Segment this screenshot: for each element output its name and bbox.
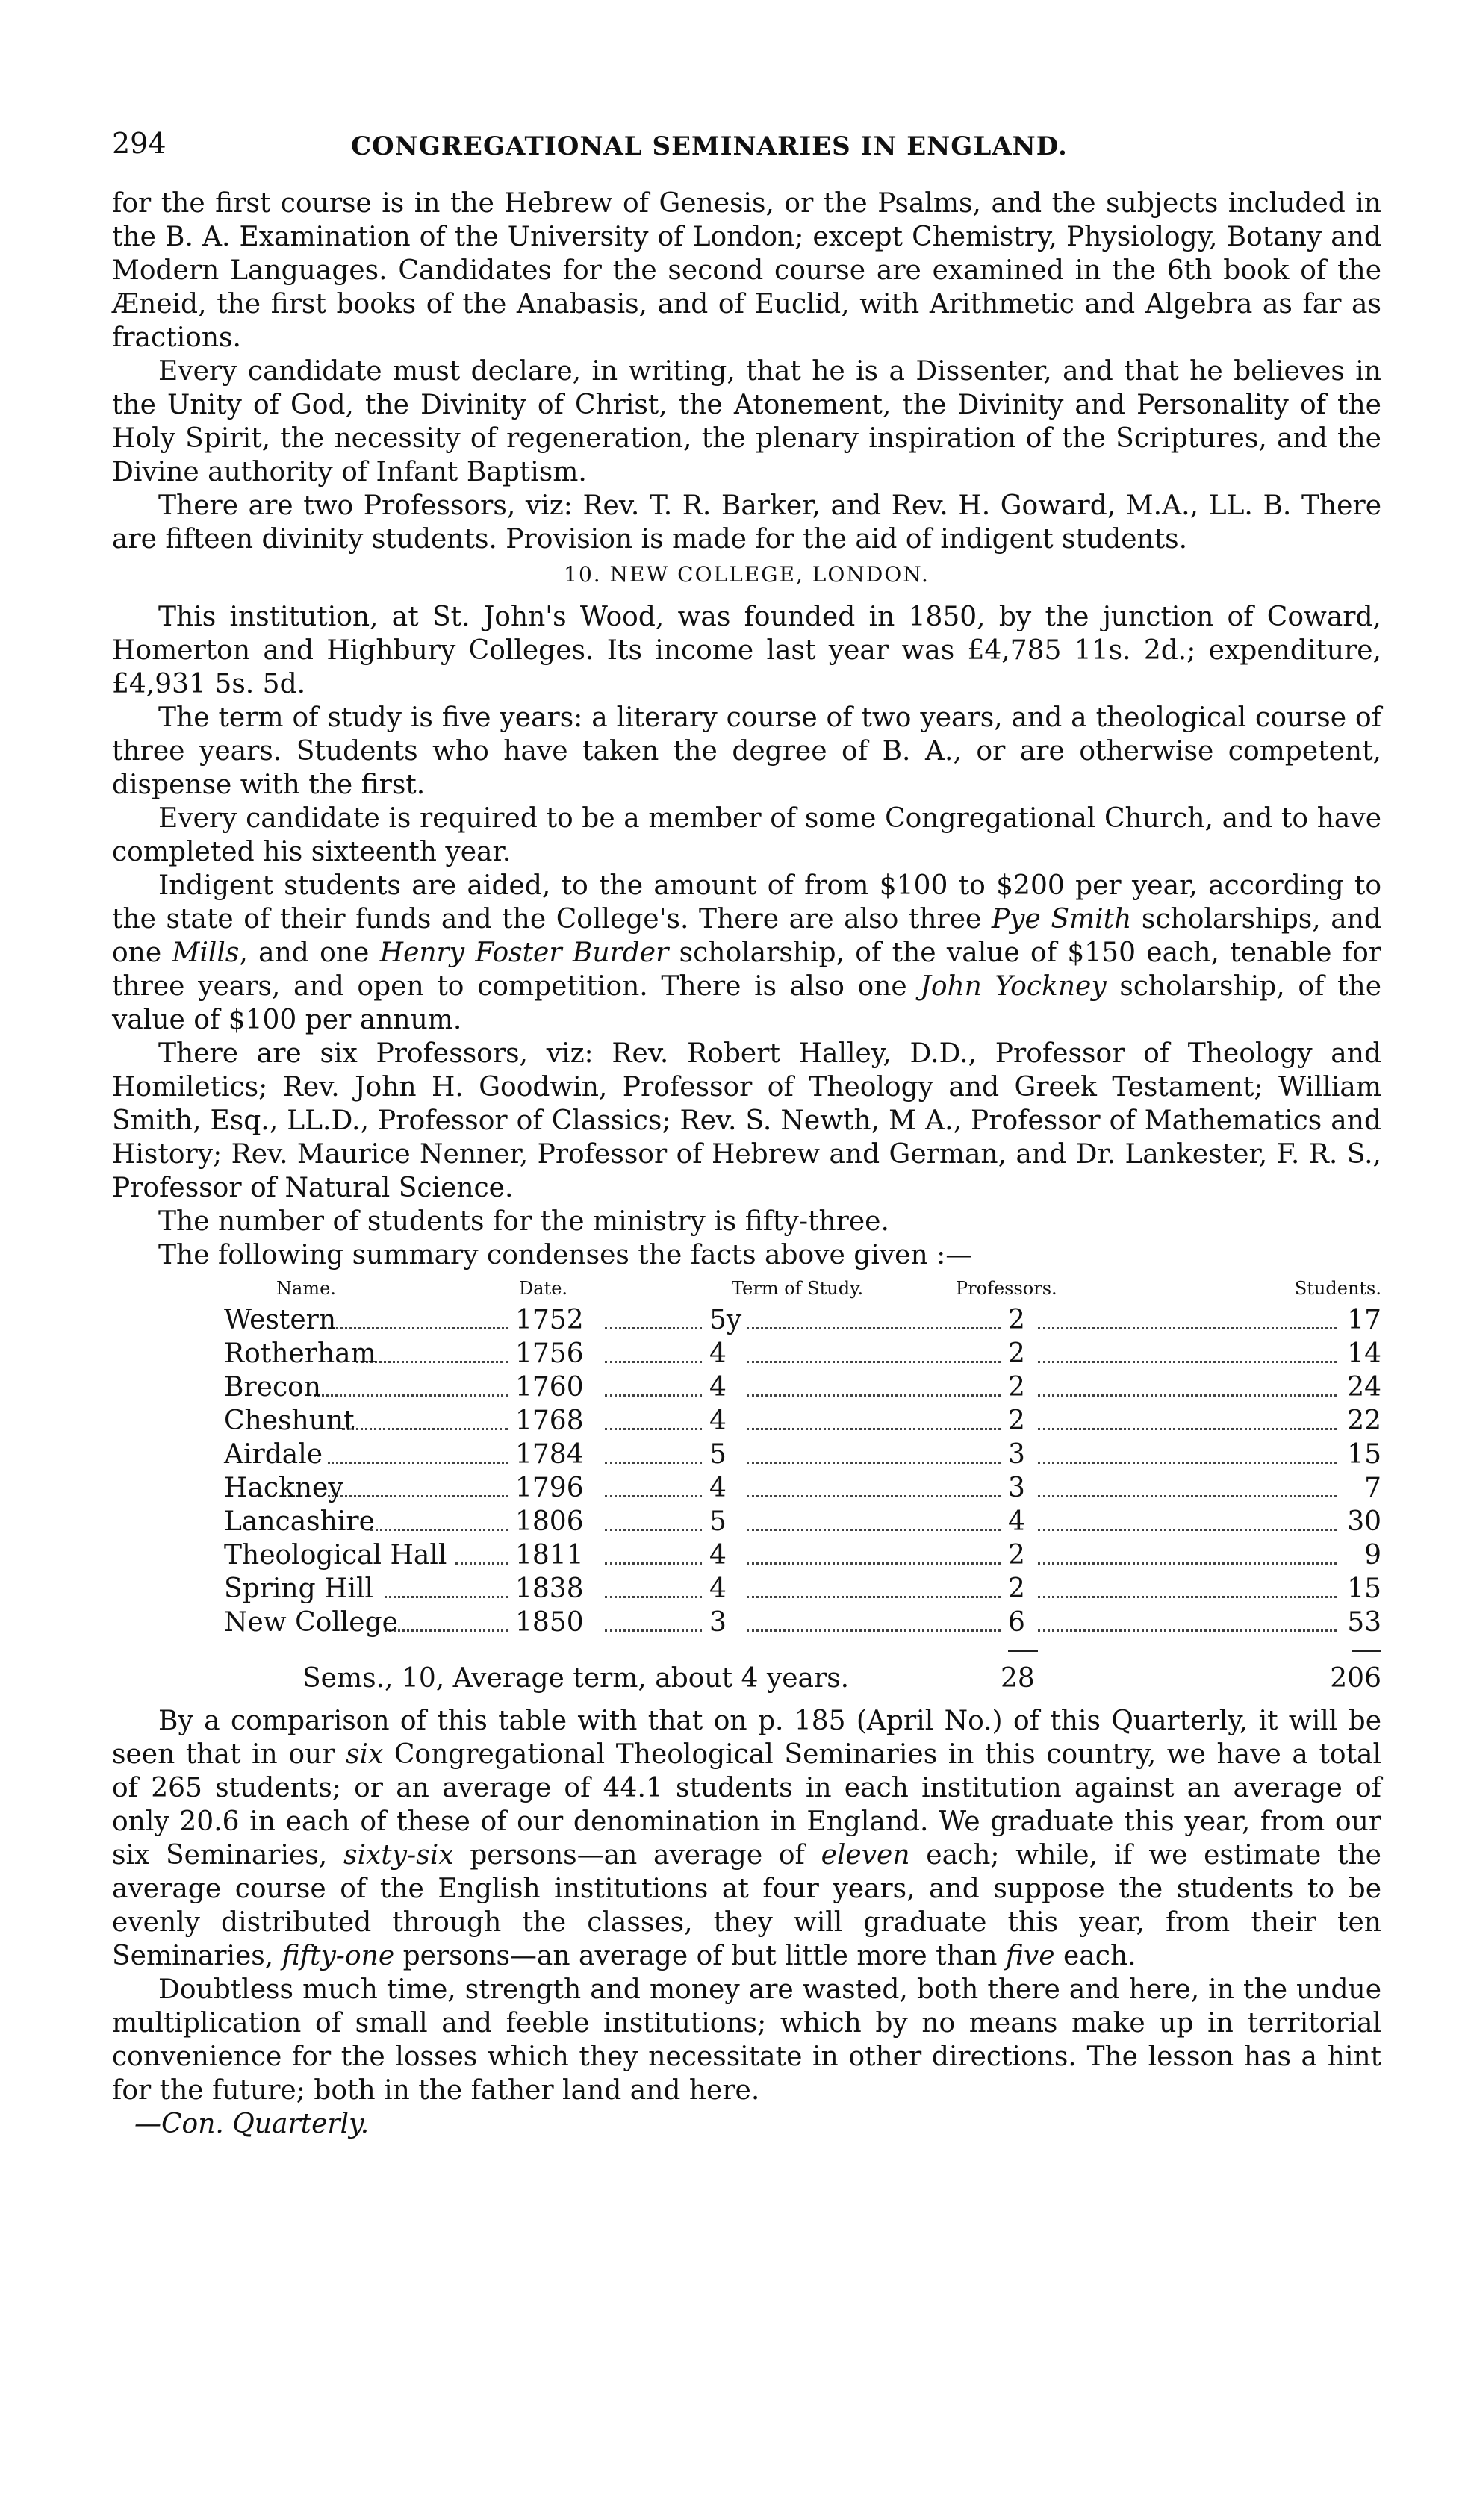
- dot-leader: [1038, 1562, 1337, 1565]
- table-cell: 3: [1008, 1473, 1025, 1503]
- table-row: [112, 1473, 1381, 1506]
- table-cell: New College: [224, 1607, 398, 1638]
- table-row: [112, 1574, 1381, 1607]
- table-cell: 2: [1008, 1372, 1025, 1403]
- table-cell: 6: [1008, 1607, 1025, 1638]
- dot-leader: [1038, 1327, 1337, 1329]
- dot-leader: [747, 1462, 1001, 1464]
- table-cell: Brecon: [224, 1372, 321, 1403]
- italic-text: Mills: [172, 938, 240, 968]
- summary-professors: 28: [1001, 1663, 1035, 1694]
- italic-text: eleven: [821, 1840, 910, 1871]
- dot-leader: [747, 1361, 1001, 1363]
- column-header: Students.: [1294, 1278, 1381, 1299]
- dot-leader: [328, 1462, 508, 1464]
- dot-leader: [747, 1529, 1001, 1531]
- dot-leader: [1038, 1596, 1337, 1598]
- text-run: scholarship, of the value of $100 per annum.: [112, 971, 1381, 1035]
- table-cell: 1796: [515, 1473, 584, 1503]
- table-row: [112, 1439, 1381, 1473]
- table-cell: Spring Hill: [224, 1574, 374, 1604]
- table-cell: Rotherham: [224, 1338, 376, 1369]
- dot-leader: [328, 1495, 508, 1497]
- dot-leader: [328, 1327, 508, 1329]
- text-run: persons—an average of but little more than: [394, 1941, 1006, 1971]
- italic-text: six: [345, 1739, 384, 1770]
- table-row: [112, 1506, 1381, 1540]
- table-cell: 53: [1347, 1607, 1381, 1638]
- table-cell: 4: [709, 1372, 727, 1403]
- table-cell: 7: [1364, 1473, 1381, 1503]
- table-cell: 1756: [515, 1338, 584, 1369]
- italic-text: John Yockney: [920, 971, 1107, 1002]
- dot-leader: [1038, 1629, 1337, 1632]
- page-header: [112, 127, 1381, 187]
- dot-leader: [1038, 1361, 1337, 1363]
- paragraph: There are two Professors, viz: Rev. T. R. Barker, and Rev. H. Goward, M.A., LL. B. There are fifteen divinity students. Provision is made for the aid of indigent students.: [112, 490, 1381, 555]
- paragraph: Every candidate is required to be a member of some Congregational Church, and to have completed his sixteenth year.: [112, 803, 1381, 867]
- table-cell: 15: [1347, 1439, 1381, 1470]
- text-run: persons—an average of: [453, 1840, 821, 1871]
- table-cell: Hackney: [224, 1473, 343, 1503]
- italic-text: Pye Smith: [991, 904, 1132, 935]
- dot-leader: [605, 1495, 702, 1497]
- table-cell: 2: [1008, 1305, 1025, 1335]
- table-body: [112, 1305, 1381, 1641]
- table-cell: 3: [709, 1607, 727, 1638]
- dot-leader: [370, 1529, 508, 1531]
- table-cell: 4: [709, 1574, 727, 1604]
- attribution-line: [112, 2107, 1381, 2141]
- document-page: [112, 127, 1381, 2141]
- dot-leader: [455, 1562, 508, 1565]
- table-cell: 14: [1347, 1338, 1381, 1369]
- paragraph: Doubtless much time, strength and money are wasted, both there and here, in the undue multiplication of small and feeble institutions; which by no means make up in territorial convenience for the losses which they necessitate in other directions. The lesson has a hint for the future; both in the father land and here.: [112, 1974, 1381, 2106]
- table-cell: 2: [1008, 1574, 1025, 1604]
- table-row: [112, 1406, 1381, 1439]
- italic-text: Henry Foster Burder: [379, 938, 669, 968]
- page-number: 294: [112, 127, 167, 160]
- dot-leader: [747, 1495, 1001, 1497]
- table-cell: 5: [709, 1506, 727, 1537]
- paragraph: The term of study is five years: a literary course of two years, and a theological course of three years. Students who have taken the degree of B. A., or are otherwise competent, dispense with the first.: [112, 702, 1381, 800]
- text-run: , and one: [239, 938, 380, 968]
- dot-leader: [1038, 1529, 1337, 1531]
- table-cell: 4: [709, 1406, 727, 1436]
- table-cell: 24: [1347, 1372, 1381, 1403]
- summary-label: Sems., 10, Average term, about 4 years.: [302, 1663, 850, 1694]
- table-cell: 1768: [515, 1406, 584, 1436]
- table-cell: 3: [1008, 1439, 1025, 1470]
- dot-leader: [747, 1629, 1001, 1632]
- paragraph: for the first course is in the Hebrew of Genesis, or the Psalms, and the subjects included in the B. A. Examination of the University of London; except Chemistry, Physiology, Botany and Modern Languages. Candidates for the second course are examined in the 6th book of the Æneid, the first books of the Anabasis, and of Euclid, with Arithmetic and Algebra as far as fractions.: [112, 188, 1381, 353]
- text-run: each; while, if we estimate the average course of the English institutions at four years, and suppose the students to be evenly distributed through the classes, they will graduate this year, from their ten Seminaries,: [112, 1840, 1381, 1971]
- table-cell: 22: [1347, 1406, 1381, 1436]
- table-cell: 2: [1008, 1540, 1025, 1571]
- table-row: [112, 1607, 1381, 1641]
- dot-leader: [605, 1562, 702, 1565]
- text-run: scholarships, and one: [112, 904, 1381, 968]
- paragraph: Every candidate must declare, in writing, that he is a Dissenter, and that he believes in the Unity of God, the Divinity of Christ, the Atonement, the Divinity and Personality of the Holy Spirit, the necessity of regeneration, the plenary inspiration of the Scriptures, and the Divine authority of Infant Baptism.: [112, 356, 1381, 487]
- table-cell: 1784: [515, 1439, 584, 1470]
- text-run: By a comparison of this table with that on p. 185 (April No.) of this Quarterly, it will be seen that in our: [112, 1706, 1381, 1770]
- dot-leader: [385, 1629, 508, 1632]
- table-cell: Cheshunt: [224, 1406, 355, 1436]
- running-title: CONGREGATIONAL SEMINARIES IN ENGLAND.: [351, 131, 1068, 161]
- dot-leader: [747, 1562, 1001, 1565]
- table-cell: 4: [709, 1540, 727, 1571]
- dot-leader: [356, 1361, 508, 1363]
- dot-leader: [605, 1428, 702, 1430]
- paragraph: The number of students for the ministry is fifty-three.: [158, 1206, 889, 1237]
- italic-text: five: [1005, 1941, 1055, 1971]
- dot-leader: [385, 1596, 508, 1598]
- dot-leader: [1038, 1428, 1337, 1430]
- section-heading: 10. NEW COLLEGE, LONDON.: [564, 562, 930, 587]
- table-cell: 17: [1347, 1305, 1381, 1335]
- text-run: Congregational Theological Seminaries in this country, we have a total of 265 students; or an average of 44.1 students in each institution against an average of only 20.6 in each of these of our denomination in England. We graduate this year, from our six Seminaries,: [112, 1739, 1381, 1871]
- dot-leader: [1038, 1462, 1337, 1464]
- table-cell: 30: [1347, 1506, 1381, 1537]
- rule-mark: [1008, 1650, 1038, 1652]
- paragraph: [112, 869, 1381, 1037]
- column-header: Professors.: [956, 1278, 1057, 1299]
- table-row: [112, 1305, 1381, 1338]
- table-cell: 5y: [709, 1305, 742, 1335]
- table-cell: 2: [1008, 1338, 1025, 1369]
- column-header: Term of Study.: [732, 1278, 864, 1299]
- dot-leader: [605, 1361, 702, 1363]
- dot-leader: [605, 1629, 702, 1632]
- dot-leader: [342, 1428, 508, 1430]
- dot-leader: [605, 1596, 702, 1598]
- dot-leader: [747, 1596, 1001, 1598]
- table-row: [112, 1372, 1381, 1406]
- paragraph: The following summary condenses the facts above given :—: [158, 1240, 973, 1270]
- paragraph: There are six Professors, viz: Rev. Robert Halley, D.D., Professor of Theology and Homiletics; Rev. John H. Goodwin, Professor of Theology and Greek Testament; William Smith, Esq., LL.D., Professor of Classics; Rev. S. Newth, M A., Professor of Mathematics and History; Rev. Maurice Nenner, Professor of Hebrew and German, and Dr. Lankester, F. R. S., Professor of Natural Science.: [112, 1038, 1381, 1203]
- rule-mark: [1352, 1650, 1381, 1652]
- dot-leader: [747, 1327, 1001, 1329]
- table-cell: 5: [709, 1439, 727, 1470]
- summary-row: [112, 1663, 1381, 1704]
- dot-leader: [1038, 1394, 1337, 1397]
- table-cell: 1811: [515, 1540, 584, 1571]
- table-cell: 1850: [515, 1607, 584, 1638]
- text-run: scholarship, of the value of $150 each, tenable for three years, and open to competition. There is also one: [112, 938, 1382, 1002]
- table-cell: 9: [1364, 1540, 1381, 1571]
- table-cell: 4: [709, 1473, 727, 1503]
- table-cell: 1752: [515, 1305, 584, 1335]
- dot-leader: [747, 1394, 1001, 1397]
- table-cell: 15: [1347, 1574, 1381, 1604]
- sum-rule: [112, 1641, 1381, 1663]
- table-cell: Western: [224, 1305, 337, 1335]
- dot-leader: [605, 1462, 702, 1464]
- paragraph: [112, 1704, 1381, 1973]
- summary-table: [112, 1278, 1381, 1704]
- table-cell: 1760: [515, 1372, 584, 1403]
- table-cell: Theological Hall: [224, 1540, 447, 1571]
- dot-leader: [747, 1428, 1001, 1430]
- table-cell: 4: [1008, 1506, 1025, 1537]
- paragraph: This institution, at St. John's Wood, was founded in 1850, by the junction of Coward, Homerton and Highbury Colleges. Its income last year was £4,785 11s. 2d.; expenditure, £4,931 5s. 5d.: [112, 602, 1381, 699]
- table-row: [112, 1540, 1381, 1574]
- attribution: —Con. Quarterly.: [134, 2109, 370, 2139]
- table-cell: Lancashire: [224, 1506, 375, 1537]
- table-cell: 1838: [515, 1574, 584, 1604]
- italic-text: sixty-six: [343, 1840, 454, 1871]
- table-cell: 4: [709, 1338, 727, 1369]
- dot-leader: [314, 1394, 508, 1397]
- table-row: [112, 1338, 1381, 1372]
- text-run: Indigent students are aided, to the amount of from $100 to $200 per year, according to the state of their funds and the College's. There are also three: [112, 870, 1381, 935]
- table-cell: Airdale: [224, 1439, 323, 1470]
- italic-text: fifty-one: [282, 1941, 395, 1971]
- table-header: [112, 1278, 1381, 1305]
- table-cell: 2: [1008, 1406, 1025, 1436]
- column-header: Name.: [276, 1278, 336, 1299]
- dot-leader: [1038, 1495, 1337, 1497]
- dot-leader: [605, 1394, 702, 1397]
- column-header: Date.: [519, 1278, 568, 1299]
- table-cell: 1806: [515, 1506, 584, 1537]
- dot-leader: [605, 1529, 702, 1531]
- summary-students: 206: [1330, 1663, 1381, 1694]
- text-run: each.: [1054, 1941, 1136, 1971]
- dot-leader: [605, 1327, 702, 1329]
